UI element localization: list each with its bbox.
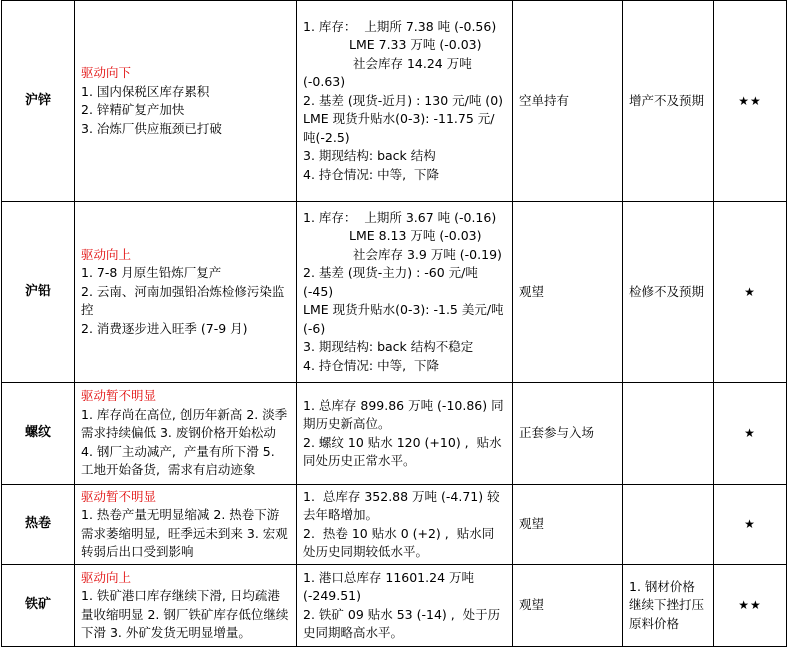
data-line: 2. 螺纹 10 贴水 120 (+10) , 贴水同处历史正常水平。 (303, 434, 502, 468)
driver-line: 1. 热卷产量无明显缩减 2. 热卷下游需求萎缩明显, 旺季远未到来 3. 宏观转弱后出口受到影响 (81, 507, 288, 559)
data-line: 1. 总库存 899.86 万吨 (-10.86) 同期历史新高位。 (303, 397, 504, 431)
driver-headline: 驱动暂不明显 (81, 388, 157, 404)
data-cell (297, 202, 513, 383)
driver-line: 2. 锌精矿复产加快 (81, 102, 185, 117)
driver-line: 1. 铁矿港口库存继续下滑, 日均疏港量收缩明显 2. 钢厂铁矿库存低位继续下滑 3. 外矿发货无明显增量。 (81, 588, 289, 640)
table-row (2, 485, 787, 565)
data-line: 1. 库存： 上期所 7.38 吨 (-0.56) (303, 18, 497, 34)
driver-headline: 驱动向上 (81, 246, 132, 262)
strategy-cell: 空单持有 (513, 1, 623, 202)
data-line: 社会库存 3.9 万吨 (-0.19) (353, 246, 502, 262)
data-line: LME 现货升贴水(0-3): -11.75 元/吨(-2.5) (303, 111, 495, 145)
data-cell (297, 565, 513, 647)
rating-stars: ★ (714, 485, 787, 565)
risk-cell (623, 485, 714, 565)
driver-cell (75, 383, 297, 485)
driver-line: 1. 国内保税区库存累积 (81, 83, 210, 99)
commodity-name: 沪锌 (2, 1, 75, 202)
data-cell (297, 485, 513, 565)
strategy-cell: 正套参与入场 (513, 383, 623, 485)
data-cell (297, 383, 513, 485)
data-line: 3. 期现结构: back 结构 (303, 148, 436, 164)
data-line: LME 7.33 万吨 (-0.03) (349, 37, 482, 53)
data-line: 2. 基差 (现货-主力) : -60 元/吨 (-45) (303, 265, 482, 299)
data-line: 3. 期现结构: back 结构不稳定 (303, 339, 474, 355)
commodity-name: 热卷 (2, 485, 75, 565)
commodity-name: 沪铅 (2, 202, 75, 383)
driver-headline: 驱动向下 (81, 65, 132, 80)
data-line: 2. 铁矿 09 贴水 53 (-14) , 处于历史同期略高水平。 (303, 606, 501, 640)
rating-stars: ★★ (714, 565, 787, 647)
strategy-cell: 观望 (513, 485, 623, 565)
driver-headline: 驱动暂不明显 (81, 488, 157, 504)
data-line: 1. 总库存 352.88 万吨 (-4.71) 较去年略增加。 (303, 488, 500, 522)
driver-line: 3. 冶炼厂供应瓶颈已打破 (81, 120, 222, 136)
risk-cell (623, 383, 714, 485)
table-row (2, 565, 787, 647)
rating-stars: ★★ (714, 1, 787, 202)
risk-cell: 1. 钢材价格继续下挫打压原料价格 (623, 565, 714, 647)
futures-analysis-table (1, 0, 787, 647)
strategy-cell: 观望 (513, 565, 623, 647)
data-line: 2. 基差 (现货-近月) : 130 元/吨 (0) (303, 92, 504, 108)
strategy-cell: 观望 (513, 202, 623, 383)
rating-stars: ★ (714, 383, 787, 485)
driver-cell (75, 202, 297, 383)
table-row (2, 1, 787, 202)
driver-cell (75, 1, 297, 202)
commodity-name: 铁矿 (2, 565, 75, 647)
data-line: 4. 持仓情况: 中等, 下降 (303, 166, 440, 182)
driver-headline: 驱动向上 (81, 569, 132, 585)
data-line: 4. 持仓情况: 中等, 下降 (303, 357, 440, 373)
driver-line: 2. 消费逐步进入旺季 (7-9 月) (81, 320, 248, 336)
commodity-name: 螺纹 (2, 383, 75, 485)
risk-cell: 增产不及预期 (623, 1, 714, 202)
driver-cell (75, 565, 297, 647)
data-line: 2. 热卷 10 贴水 0 (+2) , 贴水同处历史同期较低水平。 (303, 525, 495, 559)
rating-stars: ★ (714, 202, 787, 383)
data-line: 社会库存 14.24 万吨 (353, 55, 472, 71)
data-line: LME 现货升贴水(0-3): -1.5 美元/吨(-6) (303, 302, 504, 336)
risk-cell: 检修不及预期 (623, 202, 714, 383)
data-line: LME 8.13 万吨 (-0.03) (349, 228, 482, 244)
table-row (2, 383, 787, 485)
data-cell (297, 1, 513, 202)
data-line: 1. 港口总库存 11601.24 万吨 (-249.51) (303, 569, 478, 603)
data-line: 1. 库存： 上期所 3.67 吨 (-0.16) (303, 209, 497, 225)
driver-cell (75, 485, 297, 565)
table-row (2, 202, 787, 383)
driver-line: 1. 库存尚在高位, 创历年新高 2. 淡季需求持续偏低 3. 废钢价格开始松动 4. 钢厂主动减产, 产量有所下滑 5. 工地开始备货, 需求有启动迹象 (81, 406, 288, 478)
driver-line: 1. 7-8 月原生铅炼厂复产 (81, 265, 222, 281)
driver-line: 2. 云南、河南加强铅冶炼检修污染监控 (81, 283, 285, 318)
data-line: (-0.63) (303, 74, 346, 90)
